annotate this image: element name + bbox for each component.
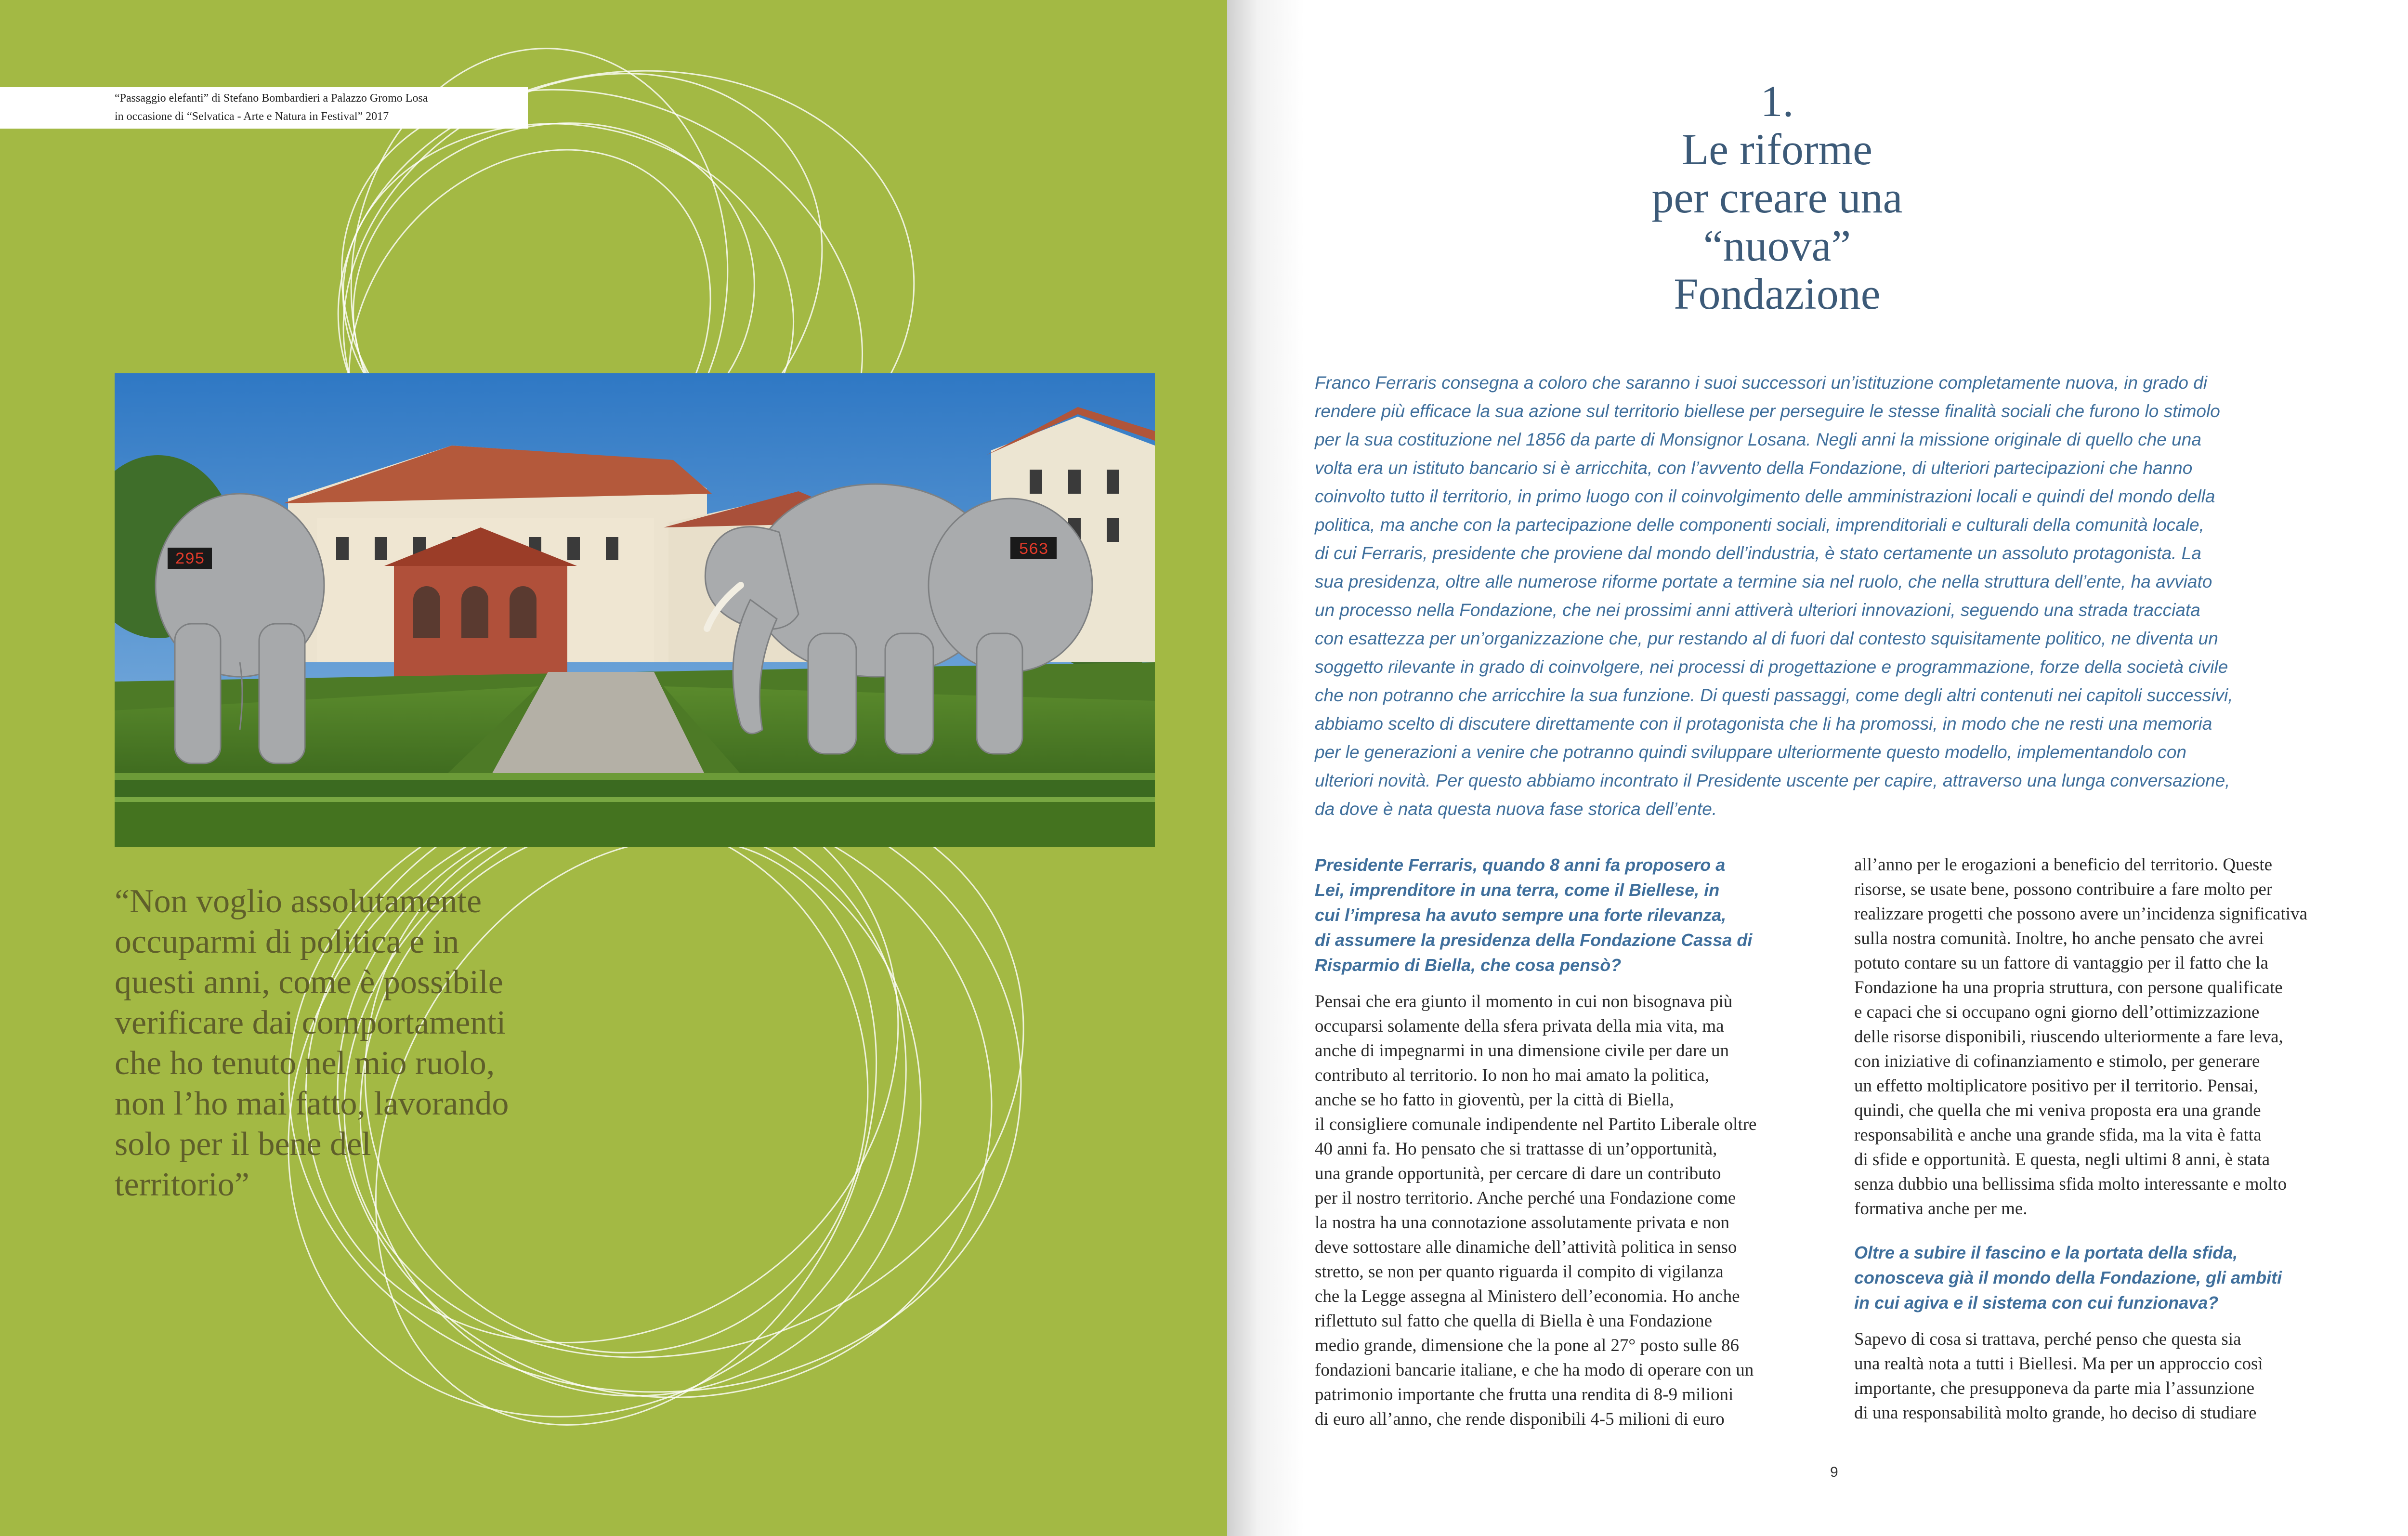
caption-line-2: in occasione di “Selvatica - Arte e Natura in Festival” 2017: [115, 110, 389, 123]
intro-line: per la sua costituzione nel 1856 da parte di Monsignor Losana. Negli anni la missione originale di quello che una: [1315, 430, 2201, 449]
interview-answer-1: [1315, 989, 1796, 1431]
answer-line: 40 anni fa. Ho pensato che si trattasse di un’opportunità,: [1315, 1139, 1717, 1159]
intro-line: abbiamo scelto di discutere direttamente con il protagonista che li ha promossi, in modo che ne resti una memoria: [1315, 714, 2212, 734]
question-line: Lei, imprenditore in una terra, come il Biellese, in: [1315, 880, 1720, 900]
answer-line: Fondazione ha una propria struttura, con persone qualificate: [1854, 978, 2283, 998]
answer-line: una realtà nota a tutti i Biellesi. Ma per un approccio così: [1854, 1354, 2263, 1374]
page-gutter-shadow: [1227, 0, 1304, 1536]
chapter-heading: [1541, 77, 2013, 318]
intro-line: di cui Ferraris, presidente che proviene dal mondo dell’industria, è stato certamente un assoluto protagonista. La: [1315, 543, 2201, 563]
answer-line: per il nostro territorio. Anche perché una Fondazione come: [1315, 1188, 1736, 1208]
answer-line: all’anno per le erogazioni a beneficio del territorio. Queste: [1854, 855, 2273, 875]
chapter-title-line: Fondazione: [1674, 269, 1881, 318]
answer-line: un effetto moltiplicatore positivo per il territorio. Pensai,: [1854, 1076, 2258, 1096]
caption-line-1: “Passaggio elefanti” di Stefano Bombardieri a Palazzo Gromo Losa: [115, 92, 428, 105]
intro-line: per le generazioni a venire che potranno quindi sviluppare ulteriormente questo modello, implementandolo con: [1315, 742, 2187, 762]
answer-line: con iniziative di cofinanziamento e stimolo, per generare: [1854, 1051, 2260, 1071]
intro-line: sua presidenza, oltre alle numerose riforme portate a termine sia nel ruolo, che nella struttura dell’ente, ha avviato: [1315, 572, 2212, 591]
intro-line: soggetto rilevante in grado di coinvolgere, nei processi di progettazione e programmazione, forze della società civile: [1315, 657, 2228, 677]
answer-line: senza dubbio una bellissima sfida molto interessante e molto: [1854, 1174, 2287, 1194]
chapter-title-line: Le riforme: [1682, 125, 1872, 174]
answer-line: delle risorse disponibili, riuscendo ulteriormente a fare leva,: [1854, 1027, 2283, 1047]
answer-line: di euro all’anno, che rende disponibili 4-5 milioni di euro: [1315, 1409, 1725, 1429]
chapter-title-line: per creare una: [1651, 173, 1903, 222]
pull-quote: “Non voglio assolutamente occuparmi di politica e in questi anni, come è possibile verificare dai comportamenti che ho tenuto nel mio ruolo, non l’ho mai fatto, lavorando solo per il bene del territorio”: [115, 883, 509, 1203]
answer-line: anche se ho fatto in gioventù, per la città di Biella,: [1315, 1090, 1674, 1110]
question-line: cui l’impresa ha avuto sempre una forte rilevanza,: [1315, 905, 1727, 925]
answer-line: e capaci che si occupano ogni giorno dell’ottimizzazione: [1854, 1002, 2260, 1022]
answer-line: patrimonio importante che frutta una rendita di 8-9 milioni: [1315, 1385, 1734, 1405]
answer-line: quindi, che quella che mi veniva proposta era una grande: [1854, 1101, 2261, 1120]
answer-line: Sapevo di cosa si trattava, perché penso che questa sia: [1854, 1329, 2241, 1349]
intro-paragraph: [1315, 368, 2326, 823]
interview-answer-2: [1854, 1327, 2336, 1425]
intro-line: politica, ma anche con la partecipazione delle componenti sociali, imprenditoriali e culturali della comunità locale,: [1315, 515, 2204, 535]
question-line: di assumere la presidenza della Fondazione Cassa di: [1315, 930, 1753, 950]
intro-line: da dove è nata questa nuova fase storica dell’ente.: [1315, 799, 1717, 819]
interview-question-2: [1854, 1240, 2336, 1315]
answer-line: di sfide e opportunità. E questa, negli ultimi 8 anni, è stata: [1854, 1150, 2270, 1169]
answer-line: anche di impegnarmi in una dimensione civile per dare un: [1315, 1041, 1729, 1061]
chapter-number: 1.: [1760, 77, 1794, 126]
question-line: Oltre a subire il fascino e la portata della sfida,: [1854, 1243, 2238, 1262]
intro-line: ulteriori novità. Per questo abbiamo incontrato il Presidente uscente per capire, attraverso una lunga conversazione,: [1315, 771, 2230, 790]
interview-answer-1-continued: [1854, 853, 2336, 1221]
left-counter-display: 295: [175, 551, 205, 569]
text-column-1: [1315, 853, 1796, 1431]
elephant-sculpture-photo: [115, 373, 1155, 847]
photo-caption: [0, 87, 528, 129]
intro-line: volta era un istituto bancario si è arricchita, con l’avvento della Fondazione, di ulteriori partecipazioni che hanno: [1315, 458, 2193, 478]
answer-line: Pensai che era giunto il momento in cui non bisognava più: [1315, 992, 1733, 1011]
intro-line: che non potranno che arricchire la sua funzione. Di questi passaggi, come degli altri contenuti nei capitoli successivi,: [1315, 685, 2233, 705]
question-line: Risparmio di Biella, che cosa pensò?: [1315, 955, 1622, 975]
answer-line: sulla nostra comunità. Inoltre, ho anche pensato che avrei: [1854, 929, 2264, 948]
answer-line: deve sottostare alle dinamiche dell’attività politica in senso: [1315, 1237, 1737, 1257]
answer-line: il consigliere comunale indipendente nel Partito Liberale oltre: [1315, 1115, 1757, 1134]
answer-line: riflettuto sul fatto che quella di Biella è una Fondazione: [1315, 1311, 1713, 1331]
text-column-2: [1854, 853, 2336, 1425]
answer-line: contributo al territorio. Io non ho mai amato la politica,: [1315, 1065, 1709, 1085]
intro-line: con esattezza per un’organizzazione che, pur restando al di fuori dal contesto squisitamente politico, ne diventa un: [1315, 629, 2218, 648]
intro-line: rendere più efficace la sua azione sul territorio biellese per perseguire le stesse finalità sociali che furono lo stimolo: [1315, 401, 2220, 421]
intro-line: Franco Ferraris consegna a coloro che saranno i suoi successori un’istituzione completamente nuova, in grado di: [1315, 373, 2208, 393]
answer-line: potuto contare su un fattore di vantaggio per il fatto che la: [1854, 953, 2268, 973]
answer-line: formativa anche per me.: [1854, 1199, 2028, 1219]
question-line: in cui agiva e il sistema con cui funzionava?: [1854, 1293, 2219, 1313]
question-line: Presidente Ferraris, quando 8 anni fa proposero a: [1315, 855, 1726, 875]
answer-line: medio grande, dimensione che la pone al 27° posto sulle 86: [1315, 1336, 1740, 1355]
answer-line: risorse, se usate bene, possono contribuire a fare molto per: [1854, 880, 2273, 899]
intro-line: un processo nella Fondazione, che nei prossimi anni attiverà ulteriori innovazioni, seguendo una strada tracciata: [1315, 600, 2200, 620]
answer-line: una grande opportunità, per cercare di dare un contributo: [1315, 1164, 1721, 1183]
right-counter-display: 563: [1019, 541, 1048, 559]
answer-line: realizzare progetti che possono avere un’incidenza significativa: [1854, 904, 2308, 924]
answer-line: importante, che presupponeva da parte mia l’assunzione: [1854, 1378, 2255, 1398]
page-number: 9: [1830, 1464, 1838, 1480]
answer-line: fondazioni bancarie italiane, e che ha modo di operare con un: [1315, 1360, 1754, 1380]
answer-line: occuparsi solamente della sfera privata della mia vita, ma: [1315, 1016, 1724, 1036]
question-line: conosceva già il mondo della Fondazione, gli ambiti: [1854, 1268, 2282, 1287]
answer-line: che la Legge assegna al Ministero dell’economia. Ho anche: [1315, 1287, 1740, 1306]
answer-line: stretto, se non per quanto riguarda il compito di vigilanza: [1315, 1262, 1724, 1282]
answer-line: di una responsabilità molto grande, ho deciso di studiare: [1854, 1403, 2257, 1423]
answer-line: la nostra ha una connotazione assolutamente privata e non: [1315, 1213, 1729, 1233]
interview-question-1: [1315, 853, 1796, 978]
intro-line: coinvolto tutto il territorio, in primo luogo con il coinvolgimento delle amministrazioni locali e quindi del mondo della: [1315, 486, 2215, 506]
answer-line: responsabilità e anche una grande sfida, ma la vita è fatta: [1854, 1125, 2262, 1145]
chapter-title-line: “nuova”: [1703, 221, 1851, 270]
